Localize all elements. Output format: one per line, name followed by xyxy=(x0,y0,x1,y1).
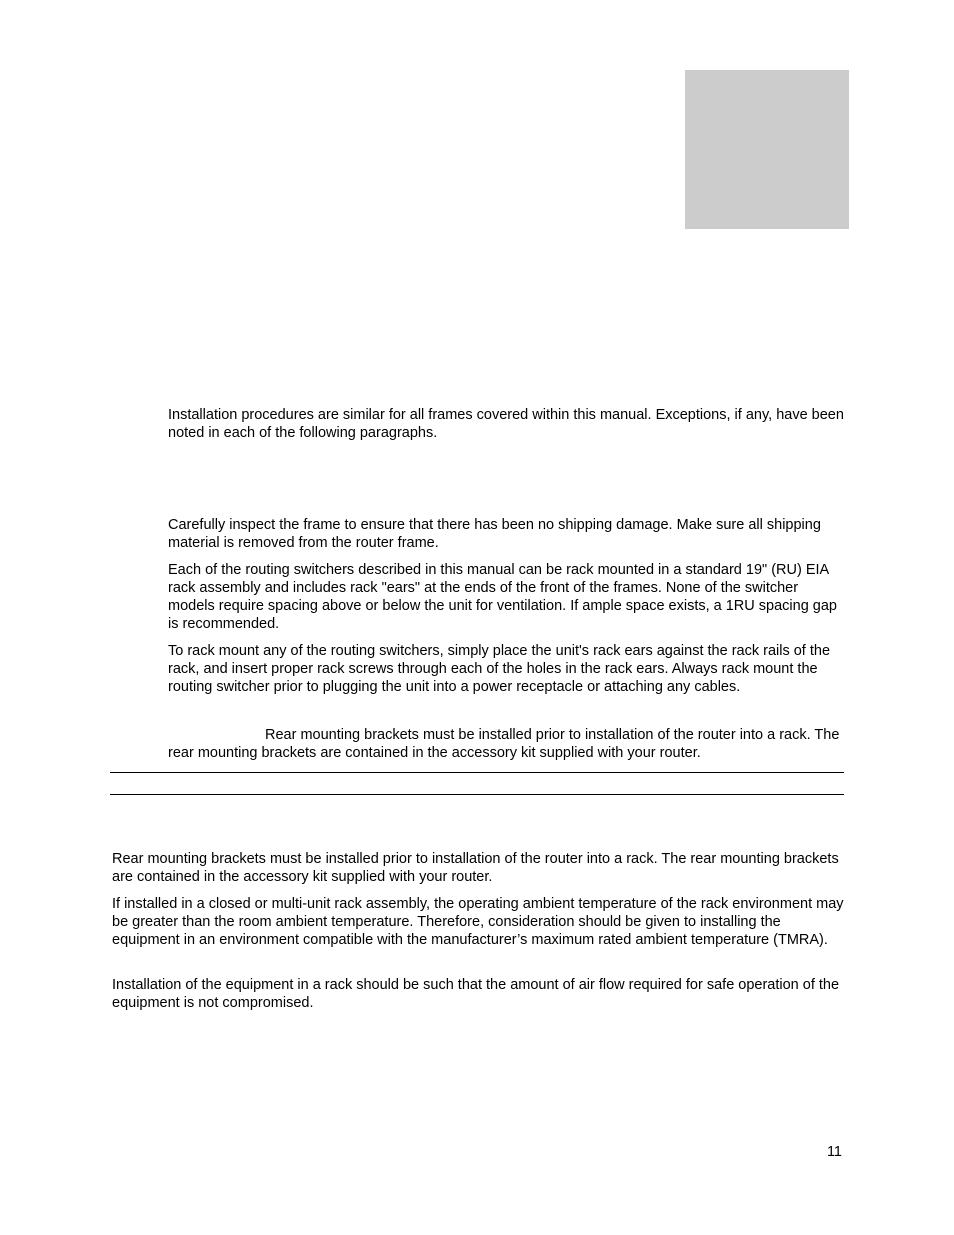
note-top-rule xyxy=(110,772,844,773)
rack-mount-procedure-paragraph: To rack mount any of the routing switchers, simply place the unit's rack ears against the rack rails of the rack, and insert proper rack screws through each of the holes in the rack ears. Always rack mount the routing switcher prior to plugging the unit into a power receptacle or attaching any cables. xyxy=(168,643,831,695)
inspection-paragraph: Carefully inspect the frame to ensure that there has been no shipping damage. Make sure all shipping material is removed from the router frame. xyxy=(168,517,821,551)
ambient-temperature-paragraph: If installed in a closed or multi-unit rack assembly, the operating ambient temperature of the rack environment may be greater than the room ambient temperature. Therefore, consideration should be given to installing the equipment in an environment compatible with the manufacturer’s maximum rated ambient temperature (TMRA). xyxy=(112,896,844,948)
intro-paragraph: Installation procedures are similar for all frames covered within this manual. Exceptions, if any, have been noted in each of the following paragraphs. xyxy=(168,407,844,441)
note-text: Rear mounting brackets must be installed prior to installation of the router into a rack. The rear mounting brackets are contained in the accessory kit supplied with your router. xyxy=(168,727,840,761)
rear-brackets-paragraph: Rear mounting brackets must be installed prior to installation of the router into a rack. The rear mounting brackets are contained in the accessory kit supplied with your router. xyxy=(112,851,839,885)
page-number: 11 xyxy=(826,1144,842,1160)
air-flow-paragraph: Installation of the equipment in a rack should be such that the amount of air flow required for safe operation of the equipment is not compromised. xyxy=(112,977,840,1011)
rack-ears-paragraph: Each of the routing switchers described in this manual can be rack mounted in a standard 19" (RU) EIA rack assembly and includes rack "ears" at the ends of the front of the frames. None of the switcher models require spacing above or below the unit for ventilation. If ample space exists, a 1RU spacing gap is recommended. xyxy=(168,562,837,632)
note-bottom-rule xyxy=(110,794,844,795)
chapter-tab-box xyxy=(685,70,849,229)
